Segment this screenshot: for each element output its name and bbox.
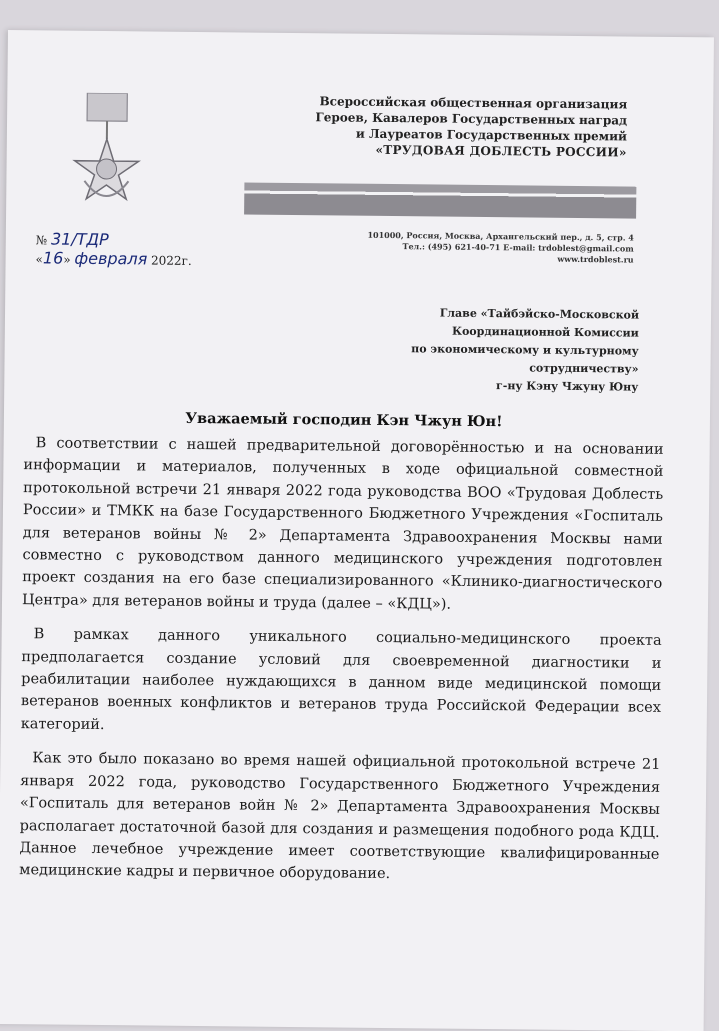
outgoing-reference bbox=[36, 230, 192, 270]
outgoing-date-row bbox=[36, 249, 192, 270]
recipient-line-4: г-ну Кэну Чжуну Юну bbox=[304, 375, 638, 396]
address-street: 101000, Россия, Москва, Архангельский пер., д. 5, стр. 4 bbox=[306, 229, 634, 243]
address-website: www.trdoblest.ru bbox=[306, 251, 634, 265]
organization-header bbox=[267, 93, 628, 161]
medal-ribbon bbox=[87, 93, 127, 121]
body-paragraph-1: В соответствии с нашей предварительной договорённостью и на основании информации и материалов, полученных в ходе официальной совместной протокольной встречи 21 января 2022 года руководства ВОО «Трудовая Доблесть России» и ТМКК на базе Государственного Бюджетного Учреждения «Госпиталь для ветеранов войны № 2» Департамента Здравоохранения Москвы нами совместно с руководством данного медицинского учреждения подготовлен проект создания на его базе специализированного «Клинико-диагностического Центра» для ветеранов войны и труда (далее – «КДЦ»). bbox=[22, 432, 664, 618]
handwritten-month: февраля bbox=[74, 249, 147, 269]
recipient-line-1: Главе «Тайбэйско-Московской bbox=[305, 303, 639, 324]
recipient-line-2: Координационной Комиссии bbox=[305, 321, 639, 342]
recipient-block bbox=[304, 303, 639, 396]
org-line-2: Героев, Кавалеров Государственных наград bbox=[267, 109, 627, 129]
body-paragraph-3: Как это было показано во время нашей официальной протокольной встрече 21 января 2022 года, руководство Государственного Бюджетного Учреждения «Госпиталь для ветеранов войн № 2» Департамента Здравоохранения Москвы располагает достаточной базой для создания и размещения подобного рода КДЦ. Данное лечебное учреждение имеет соответствующие квалифицированные медицинские кадры и первичное оборудование. bbox=[19, 747, 660, 888]
date-quote-close: » bbox=[63, 253, 70, 267]
salutation: Уважаемый господин Кэн Чжун Юн! bbox=[34, 408, 654, 431]
organization-address bbox=[306, 229, 634, 265]
org-line-1: Всероссийская общественная организация bbox=[267, 93, 627, 113]
letter-page bbox=[0, 30, 714, 1031]
body-paragraph-2: В рамках данного уникального социально-медицинского проекта предполагается создание условий для своевременной диагностики и реабилитации наиболее нуждающихся в данном виде медицинской помощи ветеранов военных конфликтов и ветеранов труда Российской Федерации всех категорий. bbox=[21, 623, 662, 742]
letter-body bbox=[19, 432, 664, 900]
org-name: «ТРУДОВАЯ ДОБЛЕСТЬ РОССИИ» bbox=[267, 141, 627, 161]
recipient-line-3: по экономическому и культурному сотрудничеству» bbox=[304, 339, 638, 378]
date-year: 2022г. bbox=[151, 254, 192, 268]
handwritten-number: 31/ТДР bbox=[51, 229, 109, 249]
letterhead-divider-bar bbox=[244, 182, 636, 218]
address-contacts: Тел.: (495) 621-40-71 E-mail: trdoblest@gmail.com bbox=[306, 240, 634, 254]
handwritten-day: 16 bbox=[43, 248, 64, 267]
org-line-3: и Лауреатов Государственных премий bbox=[267, 125, 627, 145]
medal-center bbox=[96, 159, 116, 179]
number-prefix: № bbox=[36, 233, 48, 247]
date-quote-open: « bbox=[36, 252, 43, 266]
